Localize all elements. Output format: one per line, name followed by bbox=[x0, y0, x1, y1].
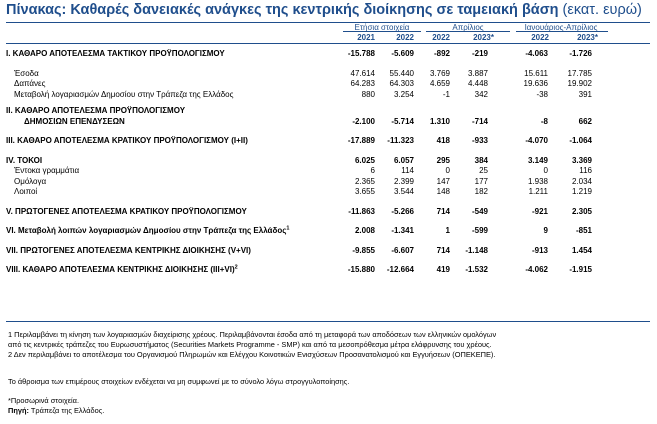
row-label: IV. ΤΟΚΟΙ bbox=[6, 155, 43, 165]
row-label: II. ΚΑΘΑΡΟ ΑΠΟΤΕΛΕΣΜΑ ΠΡΟΫΠΟΛΟΓΙΣΜΟΥ bbox=[6, 106, 186, 115]
row-label-text: VI. Μεταβολή λοιπών λογαριασμών Δημοσίου στην Τράπεζα της Ελλάδος bbox=[6, 226, 287, 235]
cell: -933 bbox=[471, 136, 488, 145]
row-label: VII. ΠΡΩΤΟΓΕΝΕΣ ΑΠΟΤΕΛΕΣΜΑ ΚΕΝΤΡΙΚΗΣ ΔΙΟΙΚΗΣΗΣ (V+VI) bbox=[6, 245, 251, 255]
header-april: Απρίλιος bbox=[452, 23, 484, 32]
cell: 55.440 bbox=[389, 68, 414, 78]
cell: 47.614 bbox=[350, 68, 375, 78]
row-label bbox=[6, 265, 336, 276]
cell: -11.323 bbox=[387, 136, 414, 145]
footnote-1-continued: από τις κεντρικές τράπεζες του Ευρωσυστήματος (Securities Markets Programme - SMP) και από τα μεσοπρόθεσμα μέτρα ελάφρυνσης του χρέους. bbox=[8, 340, 492, 349]
cell: 384 bbox=[474, 155, 488, 165]
cell: 25 bbox=[479, 166, 488, 175]
cell: 4.448 bbox=[467, 79, 488, 88]
cell: -17.889 bbox=[347, 136, 375, 145]
cell: 114 bbox=[401, 166, 414, 175]
cell: 0 bbox=[543, 166, 548, 175]
cell: 714 bbox=[436, 245, 450, 255]
cell: -4.063 bbox=[525, 49, 548, 58]
cell: 4.659 bbox=[429, 79, 450, 88]
cell: 3.544 bbox=[393, 187, 414, 196]
cell: -1.064 bbox=[569, 136, 592, 145]
row-label: V. ΠΡΩΤΟΓΕΝΕΣ ΑΠΟΤΕΛΕΣΜΑ ΚΡΑΤΙΚΟΥ ΠΡΟΫΠΟΛΟΓΙΣΜΟΥ bbox=[6, 206, 247, 216]
footnote-marker: 2 bbox=[234, 264, 238, 271]
table-row bbox=[6, 187, 650, 198]
cell: 1.454 bbox=[571, 245, 592, 255]
row-label: Έσοδα bbox=[14, 68, 39, 78]
row-label: Δαπάνες bbox=[14, 79, 46, 88]
table-row bbox=[6, 106, 650, 117]
cell: 64.303 bbox=[389, 79, 414, 88]
title-unit: (εκατ. ευρώ) bbox=[562, 2, 642, 18]
table-bottom-rule bbox=[6, 321, 650, 322]
cell: 1.938 bbox=[527, 176, 548, 186]
footnote-marker: 1 bbox=[286, 225, 290, 232]
cell: -1.341 bbox=[391, 226, 414, 235]
col-year-2: 2022 bbox=[396, 33, 414, 42]
cell: -921 bbox=[531, 206, 548, 216]
cell: 15.611 bbox=[524, 68, 548, 78]
cell: 9 bbox=[543, 226, 548, 235]
cell: 148 bbox=[436, 187, 450, 196]
cell: -5.714 bbox=[391, 116, 414, 126]
cell: 2.034 bbox=[571, 176, 592, 186]
cell: 6 bbox=[370, 166, 375, 175]
footnote-1: 1 Περιλαμβάνει τη κίνηση των λογαριασμών διαχείρισης χρέους. Περιλαμβάνονται έσοδα από τη μεταφορά των αποδόσεων των ελληνικών ομολόγων bbox=[8, 330, 497, 339]
cell: 342 bbox=[474, 89, 488, 99]
table-row bbox=[6, 177, 650, 188]
cell: -913 bbox=[531, 245, 548, 255]
cell: 17.785 bbox=[567, 68, 592, 78]
header-annual: Ετήσια στοιχεία bbox=[354, 23, 410, 32]
table-row bbox=[6, 90, 650, 101]
cell: 6.025 bbox=[354, 155, 375, 165]
cell: 3.254 bbox=[393, 89, 414, 99]
cell: -714 bbox=[471, 116, 488, 126]
rounding-note: Το άθροισμα των επιμέρους στοιχείων ενδέχεται να μη συμφωνεί με το σύνολο λόγω στρογγυλοποίησης. bbox=[8, 377, 350, 386]
col-year-6: 2023* bbox=[577, 33, 598, 42]
cell: 2.008 bbox=[354, 226, 375, 235]
cell: 182 bbox=[474, 187, 488, 196]
cell: 19.636 bbox=[523, 79, 548, 88]
cell: 1.211 bbox=[528, 187, 548, 196]
cell: 3.769 bbox=[429, 68, 450, 78]
header-jan-apr: Ιανουάριος-Απρίλιος bbox=[524, 23, 598, 32]
cell: 418 bbox=[436, 136, 450, 145]
data-table bbox=[6, 49, 650, 276]
cell: 662 bbox=[578, 116, 592, 126]
row-label bbox=[6, 226, 336, 237]
cell: -599 bbox=[471, 226, 488, 235]
table-row bbox=[6, 166, 650, 177]
header-jan-apr-underline bbox=[516, 31, 608, 32]
table-row bbox=[6, 69, 650, 80]
cell: 419 bbox=[436, 265, 450, 274]
cell: 2.399 bbox=[393, 176, 414, 186]
cell: -1.148 bbox=[465, 245, 488, 255]
cell: -1.532 bbox=[465, 265, 488, 274]
cell: 6.057 bbox=[393, 155, 414, 165]
cell: 1 bbox=[445, 226, 450, 235]
cell: -549 bbox=[471, 206, 488, 216]
cell: -1.726 bbox=[569, 49, 592, 58]
source-label: Πηγή: bbox=[8, 406, 29, 415]
row-label: Μεταβολή λογαριασμών Δημοσίου στην Τράπεζα της Ελλάδος bbox=[14, 89, 234, 99]
cell: -4.062 bbox=[525, 265, 548, 274]
cell: 1.219 bbox=[571, 187, 592, 196]
provisional-note: *Προσωρινά στοιχεία. bbox=[8, 396, 79, 405]
cell: -9.855 bbox=[352, 245, 375, 255]
table-row bbox=[6, 49, 650, 60]
cell: 3.655 bbox=[354, 187, 375, 196]
cell: 116 bbox=[579, 166, 592, 175]
cell: -4.070 bbox=[525, 136, 548, 145]
cell: 391 bbox=[578, 89, 592, 99]
cell: -219 bbox=[471, 49, 488, 58]
cell: -1 bbox=[442, 89, 450, 99]
cell: -5.609 bbox=[391, 49, 414, 58]
table-row bbox=[6, 226, 650, 237]
cell: 880 bbox=[361, 89, 375, 99]
cell: -892 bbox=[433, 49, 450, 58]
cell: 147 bbox=[436, 176, 450, 186]
source-text: Τράπεζα της Ελλάδος. bbox=[28, 406, 105, 415]
cell: -15.880 bbox=[347, 265, 375, 274]
cell: 714 bbox=[436, 206, 450, 216]
cell: 177 bbox=[474, 176, 488, 186]
cell: 3.369 bbox=[571, 155, 592, 165]
cell: -8 bbox=[540, 116, 548, 126]
row-label: Λοιποί bbox=[14, 187, 38, 196]
row-label-text: VIII. ΚΑΘΑΡΟ ΑΠΟΤΕΛΕΣΜΑ ΚΕΝΤΡΙΚΗΣ ΔΙΟΙΚΗΣΗΣ (III+VI) bbox=[6, 265, 235, 274]
table-row bbox=[6, 246, 650, 257]
row-label-continued: ΔΗΜΟΣΙΩΝ ΕΠΕΝΔΥΣΕΩΝ bbox=[24, 116, 125, 126]
footnote-2: 2 Δεν περιλαμβάνει το αποτέλεσμα του Οργανισμού Πληρωμών και Ελέγχου Κοινοτικών Ενισχύσεων Προσανατολισμού και Εγγυήσεων (ΟΠΕΚΕΠΕ). bbox=[8, 350, 496, 359]
col-year-5: 2022 bbox=[531, 33, 549, 42]
cell: -5.266 bbox=[391, 206, 414, 216]
page-title bbox=[6, 2, 642, 18]
table-row bbox=[6, 117, 650, 128]
row-label: III. ΚΑΘΑΡΟ ΑΠΟΤΕΛΕΣΜΑ ΚΡΑΤΙΚΟΥ ΠΡΟΫΠΟΛΟΓΙΣΜΟΥ (I+II) bbox=[6, 136, 248, 145]
cell: 0 bbox=[445, 166, 450, 175]
col-year-3: 2022 bbox=[432, 33, 450, 42]
cell: -6.607 bbox=[391, 245, 414, 255]
col-year-4: 2023* bbox=[473, 33, 494, 42]
cell: 1.310 bbox=[429, 116, 450, 126]
title-text: Πίνακας: Καθαρές δανειακές ανάγκες της κεντρικής διοίκησης σε ταμειακή βάση bbox=[6, 2, 559, 18]
row-label: I. ΚΑΘΑΡΟ ΑΠΟΤΕΛΕΣΜΑ ΤΑΚΤΙΚΟΥ ΠΡΟΫΠΟΛΟΓΙΣΜΟΥ bbox=[6, 49, 225, 58]
source-note bbox=[8, 406, 104, 415]
cell: -12.664 bbox=[386, 265, 414, 274]
header-april-underline bbox=[426, 31, 510, 32]
cell: -11.863 bbox=[348, 206, 375, 216]
cell: -15.788 bbox=[347, 49, 375, 58]
table-row bbox=[6, 265, 650, 276]
cell: 19.902 bbox=[567, 79, 592, 88]
cell: 2.305 bbox=[571, 206, 592, 216]
table-row bbox=[6, 156, 650, 167]
cell: 295 bbox=[436, 155, 450, 165]
cell: 3.149 bbox=[527, 155, 548, 165]
cell: -38 bbox=[536, 89, 548, 99]
header-annual-underline bbox=[343, 31, 421, 32]
table-row bbox=[6, 207, 650, 218]
cell: -851 bbox=[575, 226, 592, 235]
row-label: Ομόλογα bbox=[14, 176, 47, 186]
header-bottom-rule bbox=[6, 43, 650, 44]
row-label: Έντοκα γραμμάτια bbox=[14, 166, 80, 175]
cell: 2.365 bbox=[354, 176, 375, 186]
table-row bbox=[6, 136, 650, 147]
cell: -1.915 bbox=[569, 265, 592, 274]
cell: 64.283 bbox=[350, 79, 375, 88]
col-year-1: 2021 bbox=[357, 33, 375, 42]
cell: -2.100 bbox=[352, 116, 375, 126]
cell: 3.887 bbox=[467, 68, 488, 78]
table-row bbox=[6, 79, 650, 90]
